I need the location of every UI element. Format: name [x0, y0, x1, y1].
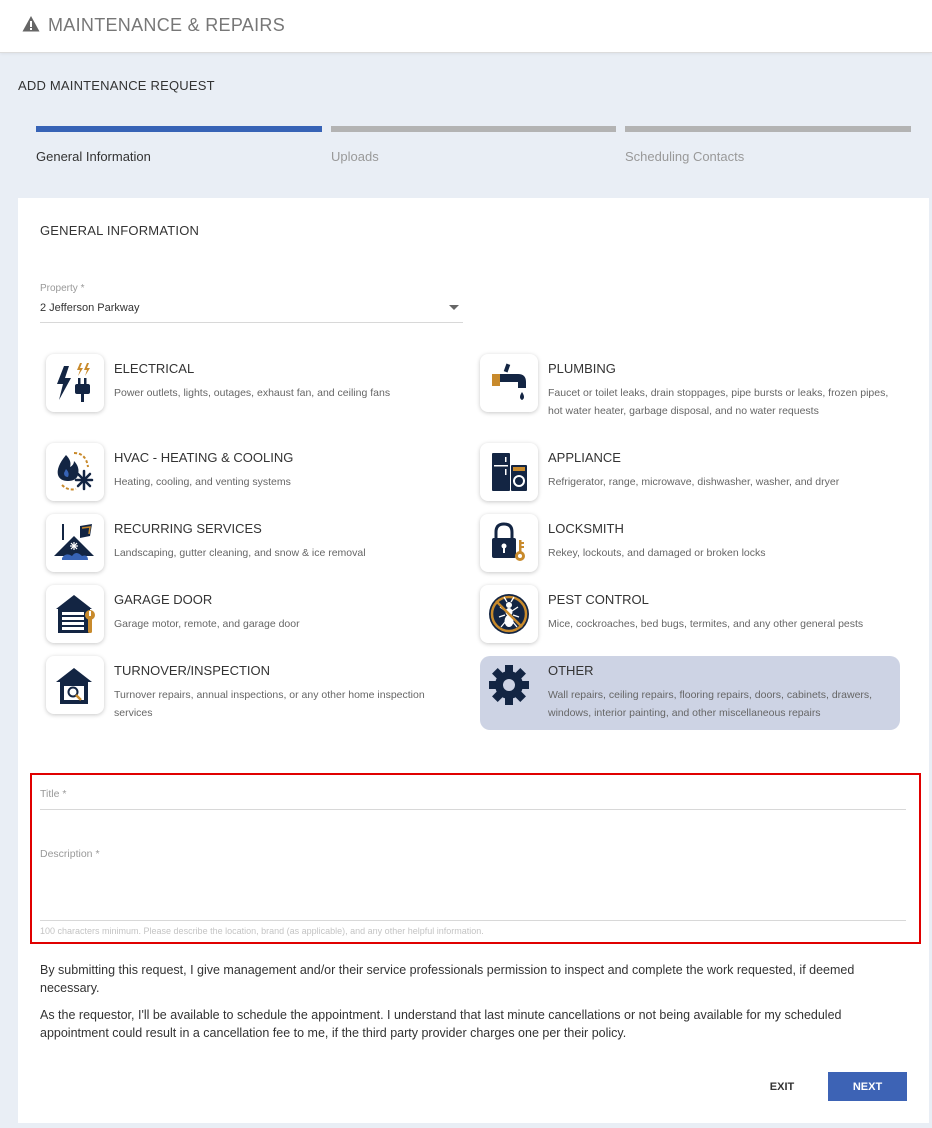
- section-title: GENERAL INFORMATION: [40, 223, 200, 238]
- gear-icon: [480, 656, 538, 714]
- category-description: Power outlets, lights, outages, exhaust fan, and ceiling fans: [114, 387, 391, 399]
- title-underline: [40, 809, 906, 810]
- warning-triangle-icon: [22, 15, 40, 33]
- exit-button[interactable]: EXIT: [756, 1072, 808, 1101]
- category-plumbing[interactable]: [480, 354, 900, 430]
- electrical-plug-icon: [46, 354, 104, 412]
- category-description: Turnover repairs, annual inspections, or any other home inspection services: [114, 689, 425, 719]
- category-description: Wall repairs, ceiling repairs, flooring repairs, doors, cabinets, drawers, windows, interior painting, and other miscellaneous repairs: [548, 689, 873, 719]
- step-bar-general-information: [36, 126, 322, 132]
- category-title: GARAGE DOOR: [114, 592, 213, 607]
- step-uploads[interactable]: Uploads: [331, 149, 379, 164]
- category-title: APPLIANCE: [548, 450, 621, 465]
- category-other[interactable]: [480, 656, 900, 730]
- category-title: RECURRING SERVICES: [114, 521, 262, 536]
- description-underline: [40, 920, 906, 921]
- category-pest-control[interactable]: [480, 585, 900, 649]
- category-locksmith[interactable]: [480, 514, 900, 578]
- category-description: Heating, cooling, and venting systems: [114, 476, 291, 488]
- step-scheduling-contacts[interactable]: Scheduling Contacts: [625, 149, 745, 164]
- app-title: MAINTENANCE & REPAIRS: [48, 15, 286, 35]
- category-recurring-services[interactable]: [46, 514, 466, 578]
- step-bar-scheduling-contacts: [625, 126, 911, 132]
- description-helper-text: 100 characters minimum. Please describe the location, brand (as applicable), and any other helpful information.: [40, 926, 484, 936]
- garage-wrench-icon: [46, 585, 104, 643]
- page-title: ADD MAINTENANCE REQUEST: [18, 78, 215, 93]
- house-inspection-icon: [46, 656, 104, 714]
- step-bar-uploads: [331, 126, 616, 132]
- category-electrical[interactable]: [46, 354, 466, 424]
- category-title: PLUMBING: [548, 361, 616, 376]
- category-title: ELECTRICAL: [114, 361, 195, 376]
- category-title: HVAC - HEATING & COOLING: [114, 450, 294, 465]
- padlock-key-icon: [480, 514, 538, 572]
- no-pest-icon: [480, 585, 538, 643]
- category-garage-door[interactable]: [46, 585, 466, 649]
- step-general-information[interactable]: General Information: [36, 149, 151, 164]
- category-description: Garage motor, remote, and garage door: [114, 618, 300, 630]
- property-select[interactable]: 2 Jefferson Parkway: [40, 302, 140, 314]
- category-title: LOCKSMITH: [548, 521, 624, 536]
- house-snow-icon: [46, 514, 104, 572]
- category-description: Faucet or toilet leaks, drain stoppages, pipe bursts or leaks, frozen pipes, hot water heater, garbage disposal, and no water requests: [548, 387, 889, 417]
- description-label: Description *: [40, 848, 100, 860]
- description-textarea[interactable]: [40, 866, 906, 918]
- category-title: TURNOVER/INSPECTION: [114, 663, 271, 678]
- faucet-icon: [480, 354, 538, 412]
- property-underline: [40, 322, 463, 323]
- top-bar: [0, 0, 932, 53]
- category-description: Refrigerator, range, microwave, dishwasher, washer, and dryer: [548, 476, 840, 488]
- property-label: Property *: [40, 283, 85, 294]
- category-hvac[interactable]: [46, 443, 466, 507]
- title-input[interactable]: [40, 790, 906, 808]
- category-description: Landscaping, gutter cleaning, and snow & ice removal: [114, 547, 366, 559]
- category-description: Mice, cockroaches, bed bugs, termites, and any other general pests: [548, 618, 864, 630]
- consent-permission-text: By submitting this request, I give management and/or their service professionals permission to inspect and complete the work requested, if deemed necessary.: [40, 963, 855, 995]
- chevron-down-icon[interactable]: [449, 305, 459, 310]
- flame-snowflake-icon: [46, 443, 104, 501]
- category-title: OTHER: [548, 663, 594, 678]
- category-title: PEST CONTROL: [548, 592, 649, 607]
- category-appliance[interactable]: [480, 443, 900, 507]
- consent-cancellation-text: As the requestor, I'll be available to schedule the appointment. I understand that last minute cancellations or not being available for my scheduled appointment could result in a cancellation fee to me, if the third party provider charges one per their policy.: [40, 1008, 842, 1040]
- title-label: Title *: [40, 788, 67, 800]
- next-button[interactable]: NEXT: [828, 1072, 907, 1101]
- category-turnover-inspection[interactable]: [46, 656, 466, 732]
- appliance-icon: [480, 443, 538, 501]
- category-description: Rekey, lockouts, and damaged or broken locks: [548, 547, 766, 559]
